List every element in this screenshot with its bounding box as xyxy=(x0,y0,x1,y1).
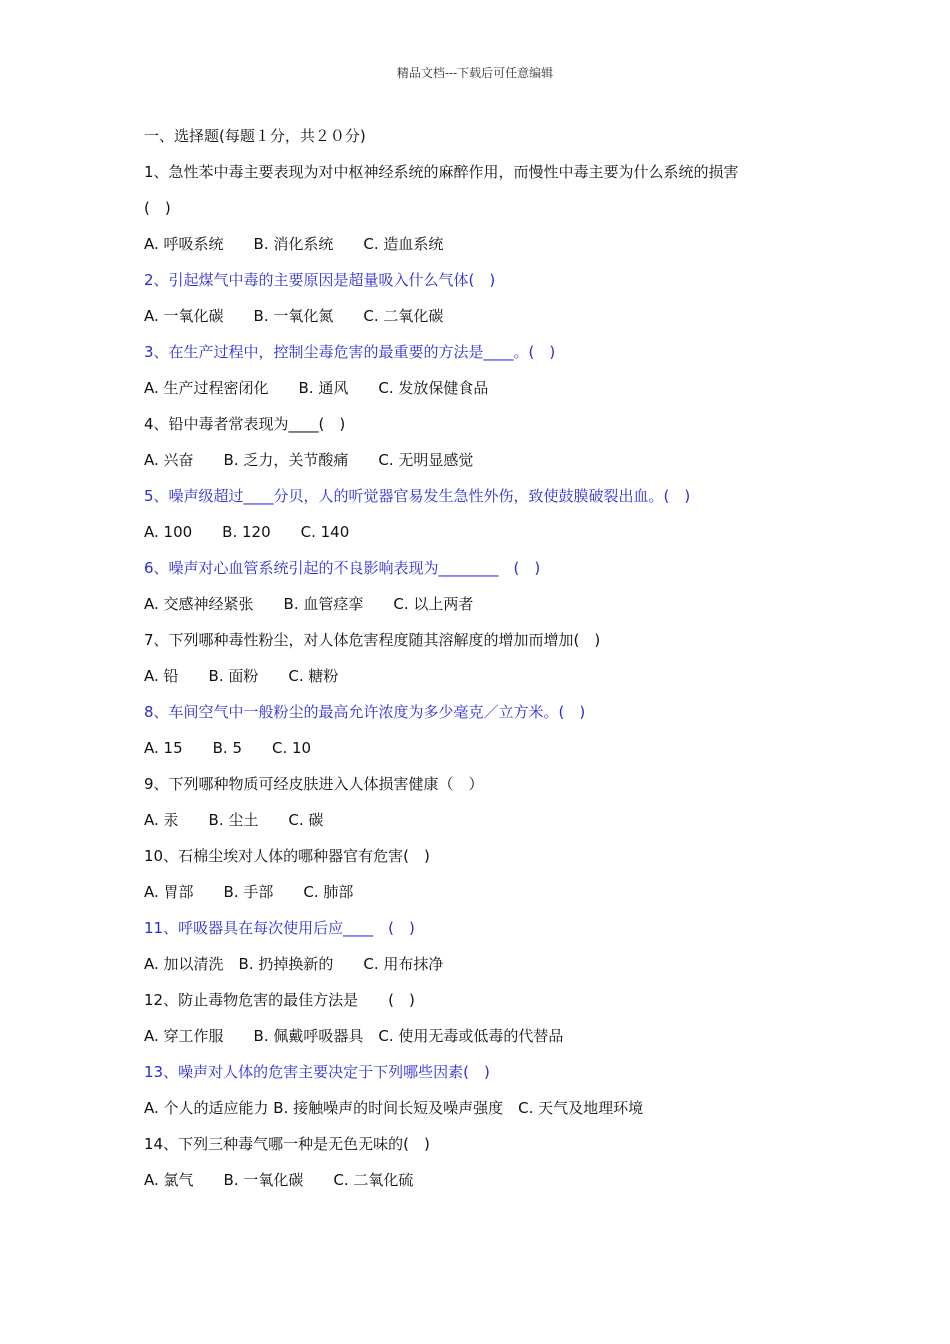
question-4: 4、铅中毒者常表现为____( ) xyxy=(144,415,346,433)
options-2: A. 一氧化碳 B. 一氧化氮 C. 二氧化碳 xyxy=(144,307,444,325)
options-13: A. 个人的适应能力 B. 接触噪声的时间长短及噪声强度 C. 天气及地理环境 xyxy=(144,1099,644,1117)
options-14: A. 氯气 B. 一氧化碳 C. 二氧化硫 xyxy=(144,1171,414,1189)
options-11: A. 加以清洗 B. 扔掉换新的 C. 用布抹净 xyxy=(144,955,444,973)
question-7: 7、下列哪种毒性粉尘，对人体危害程度随其溶解度的增加而增加( ) xyxy=(144,631,601,649)
page-header: 精品文档---下载后可任意编辑 xyxy=(396,66,554,80)
question-1: 1、急性苯中毒主要表现为对中枢神经系统的麻醉作用，而慢性中毒主要为什么系统的损害 xyxy=(144,163,739,181)
question-13: 13、噪声对人体的危害主要决定于下列哪些因素( ) xyxy=(144,1063,490,1081)
question-9: 9、下列哪种物质可经皮肤进入人体损害健康（ ） xyxy=(144,775,484,793)
options-4: A. 兴奋 B. 乏力，关节酸痛 C. 无明显感觉 xyxy=(144,451,474,469)
question-11: 11、呼吸器具在每次使用后应____ ( ) xyxy=(144,919,415,937)
options-5: A. 100 B. 120 C. 140 xyxy=(144,523,350,541)
question-5: 5、噪声级超过____分贝，人的听觉器官易发生急性外伤，致使鼓膜破裂出血。( ) xyxy=(144,487,691,505)
options-12: A. 穿工作服 B. 佩戴呼吸器具 C. 使用无毒或低毒的代替品 xyxy=(144,1027,564,1045)
options-7: A. 铅 B. 面粉 C. 糖粉 xyxy=(144,667,339,685)
question-14: 14、下列三种毒气哪一种是无色无味的( ) xyxy=(144,1135,430,1153)
options-1: A. 呼吸系统 B. 消化系统 C. 造血系统 xyxy=(144,235,444,253)
options-10: A. 胃部 B. 手部 C. 肺部 xyxy=(144,883,354,901)
question-2: 2、引起煤气中毒的主要原因是超量吸入什么气体( ) xyxy=(144,271,496,289)
question-12: 12、防止毒物危害的最佳方法是 ( ) xyxy=(144,991,415,1009)
question-10: 10、石棉尘埃对人体的哪种器官有危害( ) xyxy=(144,847,430,865)
question-6: 6、噪声对心血管系统引起的不良影响表现为________ ( ) xyxy=(144,559,541,577)
question-8: 8、车间空气中一般粉尘的最高允许浓度为多少毫克／立方米。( ) xyxy=(144,703,586,721)
question-list xyxy=(144,124,824,1204)
question-3: 3、在生产过程中，控制尘毒危害的最重要的方法是____。( ) xyxy=(144,343,556,361)
options-8: A. 15 B. 5 C. 10 xyxy=(144,739,312,757)
options-9: A. 汞 B. 尘土 C. 碳 xyxy=(144,811,324,829)
options-3: A. 生产过程密闭化 B. 通风 C. 发放保健食品 xyxy=(144,379,489,397)
question-1-tail: ( ) xyxy=(144,199,171,217)
options-6: A. 交感神经紧张 B. 血管痉挛 C. 以上两者 xyxy=(144,595,474,613)
section-title: 一、选择题(每题１分，共２０分) xyxy=(144,127,366,145)
